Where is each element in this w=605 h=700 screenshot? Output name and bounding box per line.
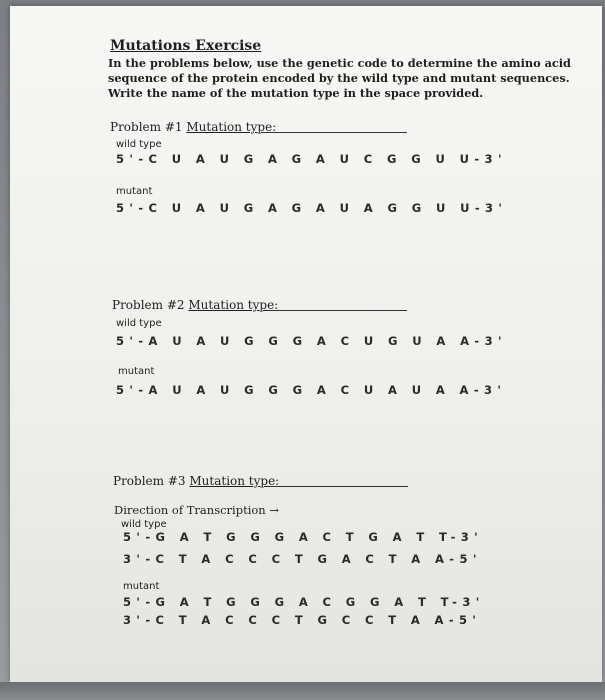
problem-3-mutation-type-label: Mutation type: [189, 474, 280, 488]
problem-2-wild-label: wild type [116, 318, 162, 329]
problem-1-wild-label: wild type [116, 139, 162, 150]
instruction-line: Write the name of the mutation type in the space provided. [108, 86, 484, 100]
problem-1-mutation-type-label: Mutation type: [186, 120, 277, 134]
problem-3-mutant-label: mutant [123, 581, 160, 592]
problem-1-mutant-sequence: 5'-C U A U G A G A U A G G U U-3' [116, 201, 508, 215]
problem-2-mutation-type-label: Mutation type: [188, 298, 279, 312]
desk-edge [0, 682, 605, 700]
problem-1-answer-line[interactable] [262, 132, 407, 133]
problem-2-label: Problem #2 [112, 298, 185, 312]
problem-1-heading [110, 120, 276, 134]
problem-3-wild-top-strand: 5'-G A T G G G A C T G A T T-3' [123, 530, 484, 544]
problem-2-mutant-sequence: 5'-A U A U G G G A C U A U A A-3' [116, 383, 507, 397]
worksheet-title: Mutations Exercise [110, 38, 262, 54]
problem-2-heading [112, 298, 278, 312]
problem-3-mutant-bottom-strand: 3'-C T A C C C T G C C T A A-5' [123, 613, 482, 627]
problem-2-answer-line[interactable] [265, 310, 407, 311]
problem-1-label: Problem #1 [110, 120, 183, 134]
problem-1-wild-sequence: 5'-C U A U G A G A U C G G U U-3' [116, 152, 507, 166]
direction-of-transcription: Direction of Transcription → [114, 503, 279, 517]
instructions [108, 56, 571, 101]
problem-2-wild-sequence: 5'-A U A U G G G A C U G U A A-3' [116, 334, 507, 348]
problem-3-mutant-top-strand: 5'-G A T G G G A C G G A T T-3' [123, 595, 485, 609]
problem-3-wild-bottom-strand: 3'-C T A C C C T G A C T A A-5' [123, 552, 482, 566]
problem-2-mutant-label: mutant [118, 366, 155, 377]
instruction-line: sequence of the protein encoded by the wild type and mutant sequences. [108, 71, 570, 85]
problem-3-wild-label: wild type [121, 519, 167, 530]
problem-3-label: Problem #3 [113, 474, 186, 488]
instruction-line: In the problems below, use the genetic code to determine the amino acid [108, 56, 571, 70]
problem-3-heading [113, 474, 279, 488]
problem-3-answer-line[interactable] [268, 486, 408, 487]
problem-1-mutant-label: mutant [116, 186, 153, 197]
